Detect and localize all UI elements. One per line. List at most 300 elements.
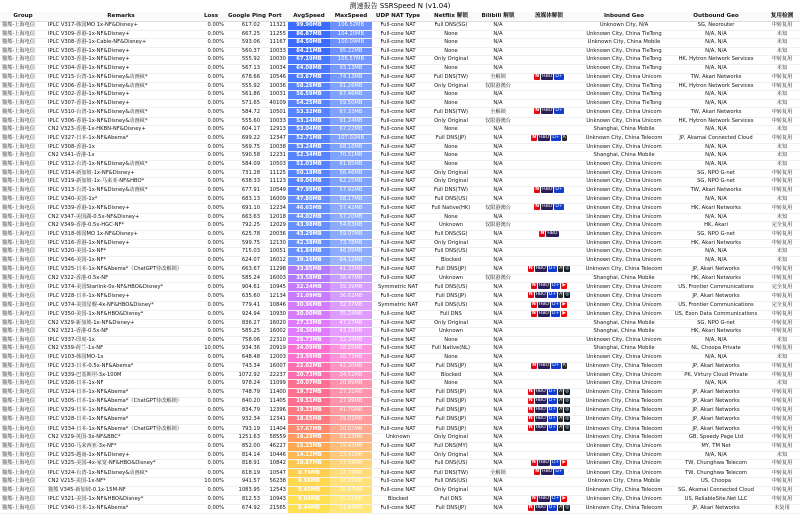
cell-nat-type: Full-cone NAT [372, 204, 424, 213]
cell-loss: 0.00% [196, 274, 226, 283]
streaming-badge-icon: ◎ [565, 388, 570, 394]
table-row[interactable] [0, 178, 800, 187]
cell-reuse: 中转复用 [764, 169, 800, 178]
cell-nat-type: Full-cone NAT [372, 82, 424, 91]
cell-remarks: IPLC V346-美国-1x-NF* [46, 257, 196, 266]
cell-streaming [518, 336, 580, 345]
table-row[interactable] [0, 39, 800, 48]
cell-bilibili: N/A [478, 328, 518, 337]
cell-streaming [518, 195, 580, 204]
cell-outbound-geo: US, Choopa [668, 478, 764, 487]
column-header[interactable]: AvgSpeed [288, 12, 330, 22]
cell-bilibili: N/A [478, 398, 518, 407]
cell-avg-speed: 52.71MB [288, 134, 330, 143]
cell-netflix: None [424, 213, 478, 222]
cell-remarks: IPLC V330-马来西亚-3x-NF* [46, 443, 196, 452]
table-row[interactable] [0, 292, 800, 301]
cell-inbound-geo: Unknown City, China Telecom [580, 388, 668, 397]
cell-bilibili: N/A [478, 239, 518, 248]
cell-port: 16007 [262, 362, 288, 371]
cell-port: 10547 [262, 469, 288, 478]
cell-avg-speed: 14.12MB [288, 451, 330, 460]
table-row[interactable] [0, 301, 800, 310]
table-row[interactable] [0, 73, 800, 82]
cell-ping: 625.78 [226, 230, 262, 239]
streaming-badge-icon: HBO [535, 265, 546, 271]
cell-netflix: None [424, 336, 478, 345]
table-row[interactable] [0, 354, 800, 363]
cell-avg-speed: 53.04MB [288, 126, 330, 135]
cell-avg-speed: 9.74MB [288, 469, 330, 478]
cell-remarks: IPLC V313-台湾-1x-NF&Disney&动画疯* [46, 186, 196, 195]
cell-bilibili: N/A [478, 161, 518, 170]
streaming-badge-icon: D+ [552, 301, 560, 307]
cell-remarks: CN2 V347-美国湖-0.5x-NF&Disney+ [46, 213, 196, 222]
cell-ping: 834.79 [226, 407, 262, 416]
cell-nat-type: Full-cone NAT [372, 257, 424, 266]
cell-outbound-geo: N/A, N/A [668, 99, 764, 108]
cell-reuse: 中转复用 [764, 478, 800, 487]
cell-nat-type: Full-cone NAT [372, 248, 424, 257]
cell-ping: 748.79 [226, 388, 262, 397]
table-row[interactable] [0, 257, 800, 266]
table-row[interactable] [0, 265, 800, 274]
table-row[interactable] [0, 495, 800, 504]
streaming-badge-icon: D+ [555, 73, 563, 79]
streaming-badge-icon: HBO [538, 310, 550, 316]
column-header[interactable]: Outbound Geo [668, 12, 764, 22]
cell-avg-speed: 49.06MB [288, 178, 330, 187]
cell-remarks: IPLC V310-台湾-1x-NF&Disney&动画疯* [46, 108, 196, 117]
cell-loss: 0.00% [196, 186, 226, 195]
cell-group: 猫熊-上海电信 [0, 362, 46, 371]
cell-group: 猫熊-上海电信 [0, 257, 46, 266]
cell-outbound-geo: GB, Speedy Page Ltd [668, 434, 764, 443]
cell-netflix: Full Native(NL) [424, 345, 478, 354]
table-row[interactable] [0, 398, 800, 407]
cell-nat-type: Blocked [372, 495, 424, 504]
table-row[interactable] [0, 345, 800, 354]
cell-group: 猫熊-上海电信 [0, 336, 46, 345]
cell-max-speed: 34.51MB [330, 371, 372, 380]
table-row[interactable] [0, 460, 800, 469]
cell-port: 12347 [262, 134, 288, 143]
cell-avg-speed: 47.99MB [288, 186, 330, 195]
cell-inbound-geo: Unknown City, China Unicom [580, 380, 668, 389]
table-row[interactable] [0, 56, 800, 65]
cell-inbound-geo: Unknown City, China TieTong [580, 64, 668, 73]
cell-bilibili: N/A [478, 99, 518, 108]
table-row[interactable] [0, 64, 800, 73]
streaming-badge-icon: N [535, 204, 540, 210]
streaming-badge-icon: D+ [548, 416, 557, 422]
table-row[interactable] [0, 161, 800, 170]
cell-ping: 812.53 [226, 495, 262, 504]
table-row[interactable] [0, 478, 800, 487]
cell-loss: 0.00% [196, 213, 226, 222]
cell-ping: 978.24 [226, 380, 262, 389]
table-row[interactable] [0, 99, 800, 108]
cell-reuse: 未知 [764, 47, 800, 56]
cell-port: 12018 [262, 213, 288, 222]
table-row[interactable] [0, 117, 800, 126]
streaming-badge-icon: HBO [542, 108, 553, 114]
cell-loss: 0.00% [196, 82, 226, 91]
cell-ping: 678.66 [226, 73, 262, 82]
cell-loss: 0.00% [196, 310, 226, 319]
cell-loss: 0.00% [196, 239, 226, 248]
cell-nat-type: Full-cone NAT [372, 239, 424, 248]
cell-outbound-geo: N/A, N/A [668, 248, 764, 257]
cell-reuse: 中转复用 [764, 362, 800, 371]
cell-streaming [518, 47, 580, 56]
cell-bilibili: N/A [478, 460, 518, 469]
cell-nat-type: Full-cone NAT [372, 143, 424, 152]
results-table [0, 12, 800, 514]
cell-netflix: Only Original [424, 56, 478, 65]
cell-bilibili: N/A [478, 126, 518, 135]
column-header[interactable]: Bilibili 解锁 [478, 12, 518, 22]
cell-avg-speed: 64.08MB [288, 64, 330, 73]
cell-netflix: None [424, 161, 478, 170]
cell-loss: 0.00% [196, 195, 226, 204]
cell-outbound-geo: US, ReliableSite.Net LLC [668, 495, 764, 504]
cell-streaming [518, 283, 580, 292]
cell-outbound-geo: N/A, N/A [668, 39, 764, 48]
cell-loss: 0.00% [196, 443, 226, 452]
cell-netflix: None [424, 91, 478, 100]
table-row[interactable] [0, 47, 800, 56]
cell-max-speed: 95.22MB [330, 47, 372, 56]
streaming-badge-icon: ◎ [565, 416, 570, 422]
cell-remarks: IPLC V325-日本-1x-NF&Abema*（ChatGPT待改解锁） [46, 265, 196, 274]
cell-loss: 0.00% [196, 388, 226, 397]
table-row[interactable] [0, 274, 800, 283]
cell-netflix: Unknown [424, 222, 478, 231]
cell-avg-speed: 19.33MB [288, 407, 330, 416]
column-header[interactable]: Inbound Geo [580, 12, 668, 22]
cell-group: 猫熊-上海电信 [0, 425, 46, 434]
cell-nat-type: Full-cone NAT [372, 47, 424, 56]
cell-ping: 1083.95 [226, 486, 262, 495]
cell-remarks: IPLC V325-越南-1x-NF&Disney+ [46, 451, 196, 460]
table-row[interactable] [0, 434, 800, 443]
cell-port: 10036 [262, 82, 288, 91]
cell-outbound-geo: JP, Akari Networks [668, 362, 764, 371]
cell-port: 16020 [262, 319, 288, 328]
cell-max-speed: 73.78MB [330, 239, 372, 248]
table-row[interactable] [0, 91, 800, 100]
table-row[interactable] [0, 186, 800, 195]
cell-outbound-geo: SG, NPO G-net [668, 230, 764, 239]
streaming-badge-icon: HBO [535, 388, 546, 394]
cell-loss: 0.00% [196, 248, 226, 257]
table-row[interactable] [0, 443, 800, 452]
cell-avg-speed: 19.72MB [288, 388, 330, 397]
cell-reuse: 未知 [764, 30, 800, 39]
cell-nat-type: Full-cone NAT [372, 362, 424, 371]
cell-streaming [518, 30, 580, 39]
cell-port: 10446 [262, 451, 288, 460]
table-row[interactable] [0, 310, 800, 319]
cell-remarks: 猫熊 V345-新加坡-0.1x-15M-NF [46, 486, 196, 495]
cell-inbound-geo: Shanghai, China Mobile [580, 152, 668, 161]
cell-loss: 0.00% [196, 222, 226, 231]
cell-max-speed: 11.44MB [330, 504, 372, 513]
cell-bilibili: N/A [478, 195, 518, 204]
table-row[interactable] [0, 143, 800, 152]
cell-bilibili: 仅限港澳台 [478, 117, 518, 126]
table-row[interactable] [0, 222, 800, 231]
cell-loss: 0.00% [196, 22, 226, 31]
cell-bilibili: N/A [478, 416, 518, 425]
cell-avg-speed: 84.21MB [288, 47, 330, 56]
cell-group: 猫熊-上海电信 [0, 416, 46, 425]
cell-remarks: IPLC V319-新加坡-1x-马来亚-NF&HBO* [46, 178, 196, 187]
cell-netflix: Unknown [424, 328, 478, 337]
table-row[interactable] [0, 416, 800, 425]
cell-inbound-geo: Unknown City, China Telecom [580, 504, 668, 513]
cell-loss: 0.00% [196, 134, 226, 143]
cell-streaming [518, 310, 580, 319]
cell-avg-speed: 31.09MB [288, 292, 330, 301]
cell-outbound-geo: US, Frontier Communications [668, 301, 764, 310]
cell-port: 10033 [262, 117, 288, 126]
cell-reuse: 中转复用 [764, 460, 800, 469]
cell-nat-type: Full-cone NAT [372, 469, 424, 478]
cell-netflix: Full DNS(JP) [424, 292, 478, 301]
cell-group: 猫熊-上海电信 [0, 301, 46, 310]
column-header[interactable]: Port [262, 12, 288, 22]
cell-nat-type: Full-cone NAT [372, 274, 424, 283]
table-row[interactable] [0, 195, 800, 204]
cell-outbound-geo: HK, Hytron Network Services [668, 117, 764, 126]
table-row[interactable] [0, 380, 800, 389]
cell-inbound-geo: Unknown City, China Unicom [580, 443, 668, 452]
cell-streaming [518, 495, 580, 504]
cell-group: 猫熊-上海电信 [0, 195, 46, 204]
cell-avg-speed: 42.38MB [288, 239, 330, 248]
column-header[interactable]: 流媒体解锁 [518, 12, 580, 22]
table-row[interactable] [0, 407, 800, 416]
cell-netflix: Unknown [424, 274, 478, 283]
cell-remarks: IPLC V305-香港-1x-NF&Disney+ [46, 47, 196, 56]
table-row[interactable] [0, 169, 800, 178]
cell-remarks: IPLC V316-香港-1x-NF&Disney+ [46, 239, 196, 248]
cell-ping: 1072.92 [226, 371, 262, 380]
table-row[interactable] [0, 371, 800, 380]
cell-remarks: IPLC V321-美国-1x-NF&HBO&Disney* [46, 495, 196, 504]
table-row[interactable] [0, 108, 800, 117]
table-row[interactable] [0, 82, 800, 91]
cell-max-speed: 67.46MB [330, 91, 372, 100]
cell-netflix: Full DNS(US) [424, 248, 478, 257]
cell-nat-type: Full-cone NAT [372, 64, 424, 73]
cell-port: 58559 [262, 434, 288, 443]
table-row[interactable] [0, 388, 800, 397]
cell-remarks: CN2 V349-香港-0.5x-HGC-NF* [46, 222, 196, 231]
cell-outbound-geo: N/A, N/A [668, 380, 764, 389]
streaming-badge-icon: ◎ [565, 425, 570, 431]
streaming-badge-icon: ◎ [565, 407, 570, 413]
streaming-badge-icon: A [559, 425, 563, 431]
streaming-badge-icon: N [532, 134, 537, 140]
cell-outbound-geo: N/A, N/A [668, 47, 764, 56]
cell-inbound-geo: Unknown City, China Mobile [580, 478, 668, 487]
streaming-badge-icon: D+ [548, 292, 557, 298]
streaming-badge-icon: N [528, 407, 533, 413]
table-row[interactable] [0, 283, 800, 292]
cell-netflix: Full DNS(JP) [424, 425, 478, 434]
cell-loss: 0.00% [196, 99, 226, 108]
streaming-badge-icon: ▶ [562, 310, 566, 316]
table-row[interactable] [0, 230, 800, 239]
cell-max-speed: 19.43MB [330, 443, 372, 452]
cell-outbound-geo: SG, Akamai Connected Cloud [668, 486, 764, 495]
cell-port: 10842 [262, 460, 288, 469]
cell-loss: 0.00% [196, 56, 226, 65]
column-header[interactable]: 复用检测 [764, 12, 800, 22]
cell-bilibili: N/A [478, 30, 518, 39]
streaming-badge-icon: HBO [539, 362, 550, 368]
cell-outbound-geo: N/A, N/A [668, 451, 764, 460]
cell-max-speed: 57.20MB [330, 213, 372, 222]
cell-ping: 635.60 [226, 292, 262, 301]
cell-avg-speed: 32.24MB [288, 283, 330, 292]
cell-streaming [518, 99, 580, 108]
cell-inbound-geo: Unknown City, China Telecom [580, 134, 668, 143]
cell-max-speed: 106.52MB [330, 22, 372, 31]
cell-streaming [518, 230, 580, 239]
cell-port: 10549 [262, 186, 288, 195]
table-row[interactable] [0, 22, 800, 31]
cell-port: 11255 [262, 30, 288, 39]
table-row[interactable] [0, 486, 800, 495]
table-row[interactable] [0, 248, 800, 257]
cell-group: 猫熊-上海电信 [0, 22, 46, 31]
cell-max-speed: 93.13MB [330, 64, 372, 73]
table-row[interactable] [0, 152, 800, 161]
cell-reuse: 未知 [764, 213, 800, 222]
cell-max-speed: 57.92MB [330, 186, 372, 195]
cell-ping: 567.13 [226, 64, 262, 73]
cell-loss: 0.00% [196, 30, 226, 39]
cell-inbound-geo: Unknown City, China Telecom [580, 362, 668, 371]
cell-ping: 560.37 [226, 47, 262, 56]
cell-port: 12134 [262, 292, 288, 301]
cell-streaming [518, 91, 580, 100]
table-row[interactable] [0, 319, 800, 328]
column-header[interactable]: Netflix 解锁 [424, 12, 478, 22]
cell-outbound-geo: N/A, N/A [668, 195, 764, 204]
cell-max-speed: 38.47MB [330, 274, 372, 283]
cell-ping: 590.58 [226, 152, 262, 161]
column-header[interactable]: MaxSpeed [330, 12, 372, 22]
cell-inbound-geo: Unknown City, China Telecom [580, 407, 668, 416]
table-row[interactable] [0, 425, 800, 434]
cell-bilibili: N/A [478, 169, 518, 178]
cell-remarks: IPLC V303-香港-1x-NF&Disney+ [46, 56, 196, 65]
table-row[interactable] [0, 204, 800, 213]
cell-nat-type: Full-cone NAT [372, 319, 424, 328]
streaming-badge-icon: HBO [535, 398, 546, 404]
streaming-badge-icon: A [559, 407, 563, 413]
cell-outbound-geo: US, Exon Data Communications [668, 310, 764, 319]
table-row[interactable] [0, 134, 800, 143]
table-row[interactable] [0, 362, 800, 371]
cell-nat-type: Full-cone NAT [372, 328, 424, 337]
cell-port: 16009 [262, 195, 288, 204]
cell-remarks: IPLC V302-香港-1x-NF&Disney+ [46, 91, 196, 100]
streaming-badge-icon: N [528, 398, 533, 404]
table-row[interactable] [0, 451, 800, 460]
cell-bilibili: N/A [478, 22, 518, 31]
column-header[interactable]: Remarks [46, 12, 196, 22]
cell-outbound-geo: US, Frontier Communications [668, 283, 764, 292]
cell-group: 猫熊-上海电信 [0, 30, 46, 39]
cell-max-speed: 70.51MB [330, 152, 372, 161]
cell-loss: 10.00% [196, 345, 226, 354]
cell-netflix: Full DNS(JP) [424, 388, 478, 397]
cell-reuse: 未知 [764, 248, 800, 257]
cell-nat-type: Full-cone NAT [372, 443, 424, 452]
cell-port: 10930 [262, 310, 288, 319]
table-row[interactable] [0, 469, 800, 478]
cell-loss: 0.00% [196, 486, 226, 495]
cell-streaming [518, 354, 580, 363]
cell-group: 猫熊-上海电信 [0, 495, 46, 504]
cell-remarks: IPLC V340-日本-1x-NF&Abema* [46, 504, 196, 513]
cell-nat-type: Full-cone NAT [372, 398, 424, 407]
table-row[interactable] [0, 328, 800, 337]
cell-inbound-geo: Unknown City, China Unicom [580, 143, 668, 152]
cell-remarks: IPLC V317-韩国MO 1x-NF&Disney+ [46, 22, 196, 31]
column-header[interactable]: UDP NAT Type [372, 12, 424, 22]
cell-remarks: IPLC V308-香港-1x-Cable-NF&Disney+ [46, 39, 196, 48]
cell-netflix: Only Original [424, 319, 478, 328]
table-row[interactable] [0, 213, 800, 222]
table-row[interactable] [0, 336, 800, 345]
cell-remarks: IPLC V307-香港-1x-NF&Disney+ [46, 99, 196, 108]
cell-loss: 0.00% [196, 230, 226, 239]
table-row[interactable] [0, 126, 800, 135]
cell-nat-type: Full-cone NAT [372, 108, 424, 117]
column-header[interactable]: Loss [196, 12, 226, 22]
cell-group: 猫熊-上海电信 [0, 319, 46, 328]
table-row[interactable] [0, 239, 800, 248]
cell-streaming [518, 301, 580, 310]
column-header[interactable]: Google Ping [226, 12, 262, 22]
table-row[interactable] [0, 504, 800, 513]
cell-inbound-geo: Unknown City, China Unicom [580, 213, 668, 222]
cell-ping: 934.36 [226, 345, 262, 354]
table-row[interactable] [0, 30, 800, 39]
cell-outbound-geo: JP, Akari Networks [668, 292, 764, 301]
cell-inbound-geo: Unknown City, China TieTong [580, 56, 668, 65]
cell-outbound-geo: JP, Akari Networks [668, 265, 764, 274]
cell-inbound-geo: Unknown City, China Unicom [580, 310, 668, 319]
column-header[interactable]: Group [0, 12, 46, 22]
streaming-badge-icon: HBO [547, 230, 558, 236]
cell-max-speed: 59.07MB [330, 230, 372, 239]
streaming-badge-icon: A [559, 388, 563, 394]
cell-loss: 0.00% [196, 301, 226, 310]
cell-streaming [518, 451, 580, 460]
cell-reuse: 未知 [764, 143, 800, 152]
cell-remarks: CN2 V329-英国-3x-NF&BBC* [46, 434, 196, 443]
cell-reuse: 未知 [764, 451, 800, 460]
cell-streaming [518, 64, 580, 73]
